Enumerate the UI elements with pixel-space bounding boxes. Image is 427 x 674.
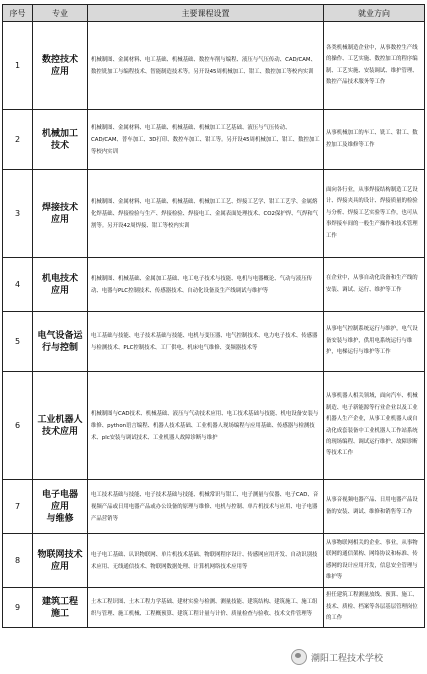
major-line: 数控技术 [41, 54, 78, 65]
row-courses: 电工基础与技能、电子技术基础与技能、电机与变压器、电气控制技术、电力电子技术、传感器与检测技术、PLC控制技术、工厂供电、机床电气维修、变频器技术等 [88, 312, 324, 372]
row-index: 2 [3, 110, 33, 170]
row-courses: 机械制图、金属材料、电工基础、机械基础、机械加工工艺、焊接工艺学、钳工工艺学、金属熔化焊基础、焊接检验与生产、焊接检验、焊接电工、金属表面处理技术、CO2保护焊、气焊和气割等。另开设42周焊接、钳工等校内实训 [88, 170, 324, 258]
row-courses: 土木工程识图、土木工程力学基础、建材实验与检测、测量技能、建筑结构、建筑施工、施工组织与管理、施工机械、工程概预算、建筑工程计量与计价、质量检查与验收、技术文件管理等 [88, 588, 324, 628]
table-row [3, 480, 425, 534]
table-row [3, 312, 425, 372]
header-major: 专业 [33, 5, 88, 22]
row-major [33, 258, 88, 312]
major-line: 机械加工 [41, 128, 78, 139]
row-courses: 电子电工基础、认识物联网、单片机技术基础、物联网程序设计、传感网应用开发、自动识别技术应用、无线通信技术、物联网数据处理、计算机网络技术应用等 [88, 534, 324, 588]
row-major [33, 22, 88, 110]
major-line: 行与控制 [41, 342, 78, 353]
major-line: 工业机器人 [37, 414, 83, 425]
row-major [33, 170, 88, 258]
major-line: 应用 [50, 214, 69, 225]
major-line: 与维修 [46, 513, 74, 524]
row-courses: 电工技术基础与技能、电子技术基础与技能、机械常识与钳工、电子测量与仪器、电子CAD、音视频产品或日用电器产品或办公设备的原理与维修、电机与控制、单片机技术与应用、电子电器产品营销等 [88, 480, 324, 534]
row-index: 1 [3, 22, 33, 110]
table-row [3, 588, 425, 628]
major-line: 应用 [50, 285, 69, 296]
major-line: 应用 [50, 501, 69, 512]
row-direction: 各类机械制造企业中，从事数控生产线的操作、工艺实施、数控加工的程序编制、工艺实施、安装调试、维护管理、数控产品技术服务等工作 [324, 22, 425, 110]
major-line: 电子电器 [41, 489, 78, 500]
row-courses: 机械制图与CAD技术、机械基础、液压与气动技术应用、电工技术基础与技能、机电设备安装与维修、python语言编程、机器人技术基础、工业机器人现场编程与应用基础、传感器与检测技术、plc安装与调试技术、工业机器人故障诊断与维护 [88, 372, 324, 480]
major-line: 物联网技术 [37, 549, 83, 560]
major-line: 应用 [50, 66, 69, 77]
header-index: 序号 [3, 5, 33, 22]
major-line: 技术应用 [41, 426, 78, 437]
row-direction: 从事物联网相关的企业、事业，从事物联网的通信架构、网络协议和标准、传感网的设计应用开发，信息安全管理与维护等 [324, 534, 425, 588]
major-line: 施工 [50, 608, 69, 619]
row-major [33, 312, 88, 372]
table-header-row [3, 5, 425, 22]
table-row [3, 22, 425, 110]
table-row [3, 258, 425, 312]
row-major [33, 480, 88, 534]
row-direction: 从事机械加工的车工、铣工、钳工、数控加工及维修等工作 [324, 110, 425, 170]
row-index: 7 [3, 480, 33, 534]
header-courses: 主要课程设置 [88, 5, 324, 22]
row-index: 9 [3, 588, 33, 628]
row-direction: 在企业中，从事自动化设备和生产线的安装、调试、运行、维护等工作 [324, 258, 425, 312]
major-line: 电气设备运 [37, 330, 83, 341]
table-row [3, 110, 425, 170]
watermark-text: 潮阳工程技术学校 [311, 653, 384, 664]
row-index: 5 [3, 312, 33, 372]
majors-table [2, 4, 425, 628]
row-direction: 从事音视频电器产品、日用电器产品设备的安装、调试、维修和销售等工作 [324, 480, 425, 534]
wechat-logo-icon [291, 649, 307, 665]
row-major [33, 110, 88, 170]
row-index: 3 [3, 170, 33, 258]
row-major [33, 534, 88, 588]
row-index: 6 [3, 372, 33, 480]
row-direction: 从事机器人相关领域，面向汽车、机械制造、电子新能源等行业企业以及工业机器人生产企业，从事工业机器人或自动化成套装备中工业机器人工作站系统的现场编程、调试运行维护、故障诊断等技术工作 [324, 372, 425, 480]
row-direction: 面向各行业，从事焊接结构制造工艺设计、焊接夹具的设计、焊接质量的检验与分析、焊接工艺实验等工作，也可从事焊接车间的一般生产操作和技术管理工作 [324, 170, 425, 258]
row-major [33, 588, 88, 628]
row-index: 4 [3, 258, 33, 312]
table-row [3, 534, 425, 588]
row-index: 8 [3, 534, 33, 588]
major-line: 技术 [50, 140, 69, 151]
row-direction: 担任建筑工程测量放线、预算、施工、技术、质检、档案等各层基层管理岗位的工作 [324, 588, 425, 628]
major-line: 建筑工程 [41, 596, 78, 607]
header-direction: 就业方向 [324, 5, 425, 22]
major-line: 应用 [50, 561, 69, 572]
table-row [3, 372, 425, 480]
watermark [288, 648, 386, 666]
row-major [33, 372, 88, 480]
row-courses: 机械制图、金属材料、电工基础、机械基础、数控车削与编程、液压与气压传动、CAD/CAM、数控铣加工与编程技术、智能制造技术等。另开设45周机械加工、钳工、数控加工等校内实训 [88, 22, 324, 110]
row-direction: 从事电气控制系统运行与维护，电气设备安装与维护，供用电系统运行与维护，电梯运行与维护等工作 [324, 312, 425, 372]
row-courses: 机械制图、机械基础、金属加工基础、电工电子技术与技能、电机与电器概论、气动与液压传动、电器与PLC控制技术、传感器技术、自动化设备及生产线调试与维护等 [88, 258, 324, 312]
row-courses: 机械制图、金属材料、电工基础、机械基础、机械加工工艺基础、液压与气压传动、CAD/CAM、普车加工、3D打印、数控车加工、钳工等。另开设45周机械加工、钳工、数控加工等校内实训 [88, 110, 324, 170]
major-line: 焊接技术 [41, 202, 78, 213]
table-row [3, 170, 425, 258]
major-line: 机电技术 [41, 273, 78, 284]
